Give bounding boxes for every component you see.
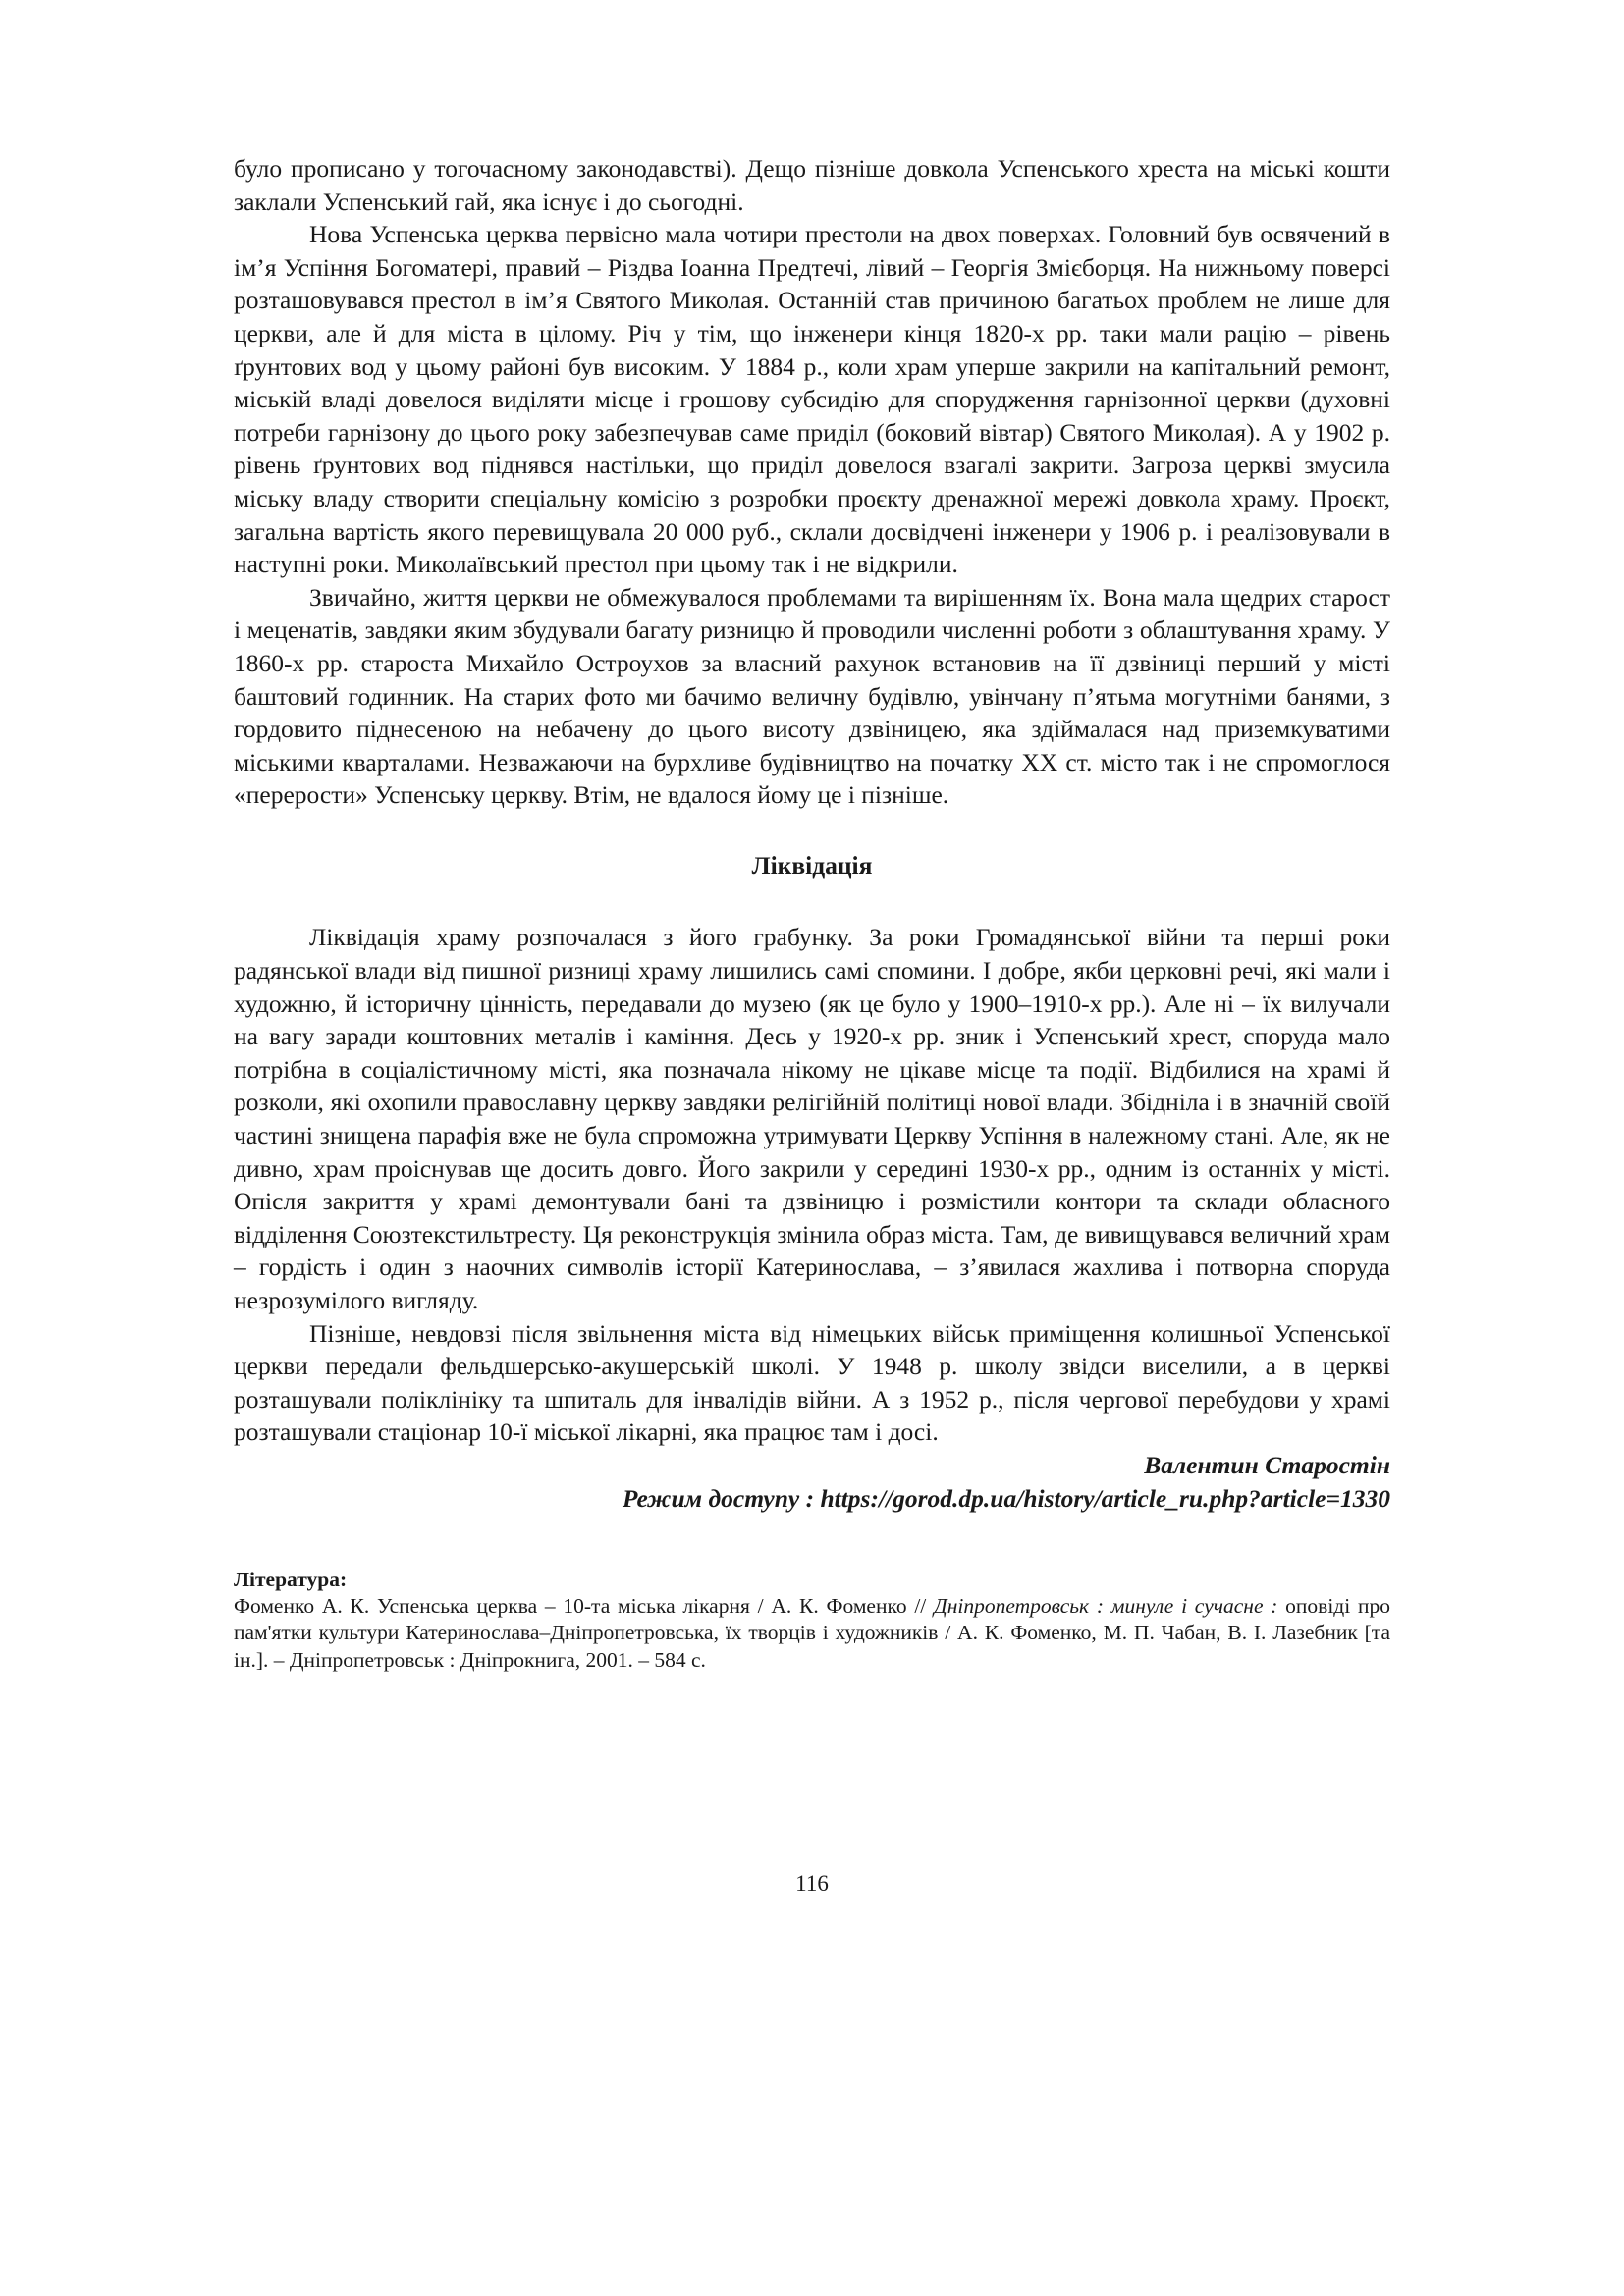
paragraph-liquidation: Ліквідація храму розпочалася з його грабунку. За роки Громадянської війни та перші роки радянської влади від пишної ризниці храму лишились самі спомини. І добре, якби церковні речі, які мали і художню, й історичну цінність, передавали до музею (як це було у 1900–1910-х рр.). Але ні – їх вилучали на вагу заради коштовних металів і каміння. Десь у 1920-х рр. зник і Успенський хрест, споруда мало потрібна в соціалістичному місті, яка позначала нікому не цікаве місце та події. Відбилися на храмі й розколи, які охопили православну церкву завдяки релігійній політиці нової влади. Збідніла і в значній своїй частині знищена парафія вже не була спроможна утримувати Церкву Успіння в належному стані. Але, як не дивно, храм проіснував ще досить довго. Його закрили у середині 1930-х рр., одним із останніх у місті. Опісля закриття у храмі демонтували бані та дзвіницю і розмістили контори та склади обласного відділення Союзтекстильтресту. Ця реконструкція змінила образ міста. Там, де вивищувався величний храм – гордість і один з наочних символів історії Катеринослава, – з’явилася жахлива і потворна споруда незрозумілого вигляду. [234,923,1390,1314]
section-heading: Ліквідація [751,850,873,880]
literature-title: Література: [234,1567,348,1591]
literature-entry [234,1593,1390,1675]
signature-block [234,1449,1390,1516]
page-content [234,152,1390,1674]
literature-entry-part-2: оповіді про пам'ятки культури Катеринослава–Дніпропетровська, їх творців і художників / А. К. Фоменко, М. П. Чабан, В. І. Лазебник [та ін.]. – Дніпропетровськ : Дніпрокнига, 2001. – 584 с. [234,1593,1390,1672]
paragraph-patrons: Звичайно, життя церкви не обмежувалося проблемами та вирішенням їх. Вона мала щедрих старост і меценатів, завдяки яким збудували багату ризницю й проводили численні роботи з облаштування храму. У 1860-х рр. староста Михайло Остроухов за власний рахунок встановив на її дзвіниці перший у місті баштовий годинник. На старих фото ми бачимо величну будівлю, увінчану п’ятьма могутніми банями, з гордовито піднесеною на небачену до цього висоту дзвіницею, яка здіймалася над приземкуватими міськими кварталами. Незважаючи на бурхливе будівництво на початку ХХ ст. місто так і не спромоглося «перерости» Успенську церкву. Втім, не вдалося йому це і пізніше. [234,582,1390,810]
paragraph-later-use: Пізніше, невдовзі після звільнення міста від німецьких військ приміщення колишньої Успенської церкви передали фельдшерсько-акушерській школі. У 1948 р. школу звідси виселили, а в церкві розташували поліклініку та шпиталь для інвалідів війни. А з 1952 р., після чергової перебудови у храмі розташували стаціонар 10-ї міської лікарні, яка працює там і досі. [234,1318,1390,1447]
paragraph-altars: Нова Успенська церква первісно мала чотири престоли на двох поверхах. Головний був освячений в ім’я Успіння Богоматері, правий – Різдва Іоанна Предтечі, лівий – Георгія Змієборця. На нижньому поверсі розташовувався престол в ім’я Святого Миколая. Останній став причиною багатьох проблем не лише для церкви, але й для міста в цілому. Річ у тім, що інженери кінця 1820-х рр. таки мали рацію – рівень ґрунтових вод у цьому районі був високим. У 1884 р., коли храм уперше закрили на капітальний ремонт, міській владі довелося виділяти місце і грошову субсидію для спорудження гарнізонної церкви (духовні потреби гарнізону до цього року забезпечував саме придiл (боковий вівтар) Святого Миколая). А у 1902 р. рівень ґрунтових вод піднявся настільки, що придiл довелося взагалі закрити. Загроза церкві змусила міську владу створити спеціальну комісію з розробки проєкту дренажної мережі довкола храму. Проєкт, загальна вартість якого перевищувала 20 000 руб., склали досвідчені інженери у 1906 р. і реалізовували в наступні роки. Миколаївський престол при цьому так і не відкрили. [234,220,1390,579]
paragraph-continuation: було прописано у тогочасному законодавстві). Дещо пізніше довкола Успенського хреста на міські кошти заклали Успенський гай, яка існує і до сьогодні. [234,154,1390,216]
page-number: 116 [795,1871,829,1896]
top-paragraphs [234,152,1390,812]
literature-entry-part-1: Фоменко А. К. Успенська церква – 10-та міська лікарня / А. К. Фоменко // [234,1593,935,1618]
author-name: Валентин Старостін [1144,1450,1390,1479]
literature-entry-title: Дніпропетровськ : минуле і сучасне : [934,1593,1278,1618]
literature-block [234,1567,1390,1675]
section-paragraphs [234,921,1390,1449]
access-link[interactable]: Режим доступу : https://gorod.dp.ua/history/article_ru.php?article=1330 [622,1483,1390,1513]
